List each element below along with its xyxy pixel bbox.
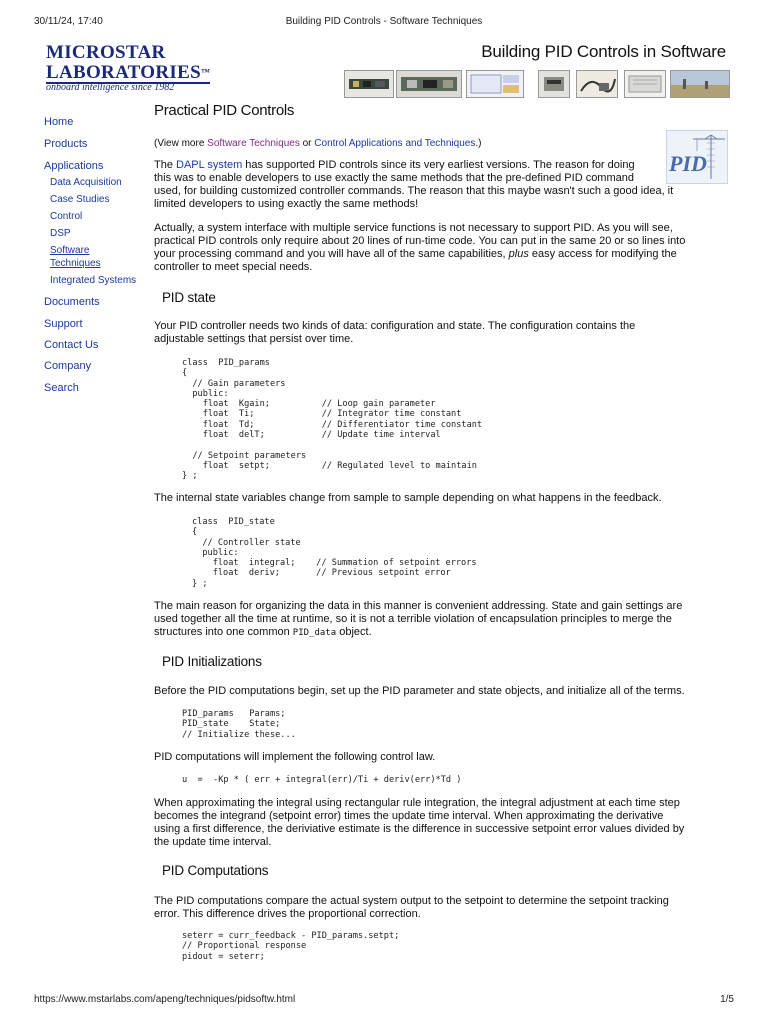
paragraph-control-law: PID computations will implement the following control law. [154, 751, 436, 763]
paragraph-computations: The PID computations compare the actual system output to the setpoint to determine the setpoint tracking error. This difference drives the proportional correction. [154, 895, 669, 920]
nav-company[interactable]: Company [44, 360, 92, 372]
nav-documents[interactable]: Documents [44, 296, 100, 308]
link-dapl-system[interactable]: DAPL system [176, 159, 243, 171]
print-url: https://www.mstarlabs.com/apeng/techniques/pidsoftw.html [34, 994, 296, 1005]
site-title: Building PID Controls in Software [481, 42, 726, 61]
logo-line-2: LABORATORIES™ [46, 62, 211, 83]
nav-products[interactable]: Products [44, 138, 88, 150]
code-pid-params: class PID_params { // Gain parameters public: float Kgain; // Loop gain parameter float Ti; // Integrator time constant float Td; // Differentiator time constant float delT; // Update time interval // Setpoint parameters float setpt; // Regulated level to maintain } ; [182, 358, 483, 482]
nav-software-techniques-line2[interactable]: Techniques [50, 258, 101, 269]
paragraph-pid-state: Your PID controller needs two kinds of data: configuration and state. The configuration contains the adjustable settings that persist over time. [154, 320, 636, 345]
code-pid-state: class PID_state { // Controller state public: float integral; // Summation of setpoint errors float deriv; // Previous setpoint error } ; [192, 517, 477, 589]
nav-data-acquisition[interactable]: Data Acquisition [50, 177, 122, 188]
nav-applications[interactable]: Applications [44, 160, 104, 172]
view-more-line: (View more Software Techniques or Control Applications and Techniques.) [154, 138, 482, 149]
heading-pid-initializations: PID Initializations [162, 654, 262, 669]
nav-dsp[interactable]: DSP [50, 228, 71, 239]
nav-control[interactable]: Control [50, 211, 83, 222]
paragraph-organizing-data: The main reason for organizing the data in this manner is convenient addressing. State and gain settings are used together all the time at runtime, so it is not a terrible violation of encapsulation principles to merge the structures into one common PID_data object. [154, 600, 683, 638]
inline-code-pid-data: PID_data [292, 628, 337, 638]
logo-line-1: MICROSTAR [46, 42, 166, 63]
page-heading: Practical PID Controls [154, 102, 295, 119]
logo-tagline: onboard intelligence since 1982 [46, 82, 175, 93]
paragraph-initializations: Before the PID computations begin, set up the PID parameter and state objects, and initialize all of the terms. [154, 685, 685, 697]
product-thumbnail-cable[interactable] [576, 70, 618, 98]
heading-pid-state: PID state [162, 290, 216, 305]
print-page-title: Building PID Controls - Software Techniques [285, 16, 483, 27]
product-thumbnail-device[interactable] [538, 70, 570, 98]
print-footer [0, 994, 768, 1008]
print-header [0, 16, 768, 30]
link-software-techniques[interactable]: Software Techniques [207, 138, 300, 149]
code-control-law: u = -Kp * ( err + integral(err)/Ti + deriv(err)*Td ) [182, 775, 462, 785]
nav-home[interactable]: Home [44, 116, 74, 128]
heading-pid-computations: PID Computations [162, 863, 269, 878]
code-init: PID_params Params; PID_state State; // Initialize these... [182, 709, 296, 740]
paragraph-approximation: When approximating the integral using rectangular rule integration, the integral adjustment at each time step becomes the integrand (setpoint error) times the update time interval. When approximating the derivative using a first difference, the deriviative estimate is the difference in successive setpoint error values divided by the update time interval. [154, 797, 685, 848]
print-date: 30/11/24, 17:40 [34, 16, 103, 27]
trademark-mark: ™ [200, 67, 211, 77]
paragraph-system-interface: Actually, a system interface with multiple service functions is not necessary to support PID. As you will see, practical PID controls only require about 20 lines of run-time code. You can put in the same 20 or so lines into your processing command and you will have all of the same capabilities, plus easy access for modifying the controller to meet special needs. [154, 222, 686, 273]
paragraph-intro: The DAPL system has supported PID controls since its very earliest versions. The reason for doing this was to enable developers to use exactly the same methods that the pre-defined PID command used, for building customized controller commands. The reason that this maybe wasn't such a good idea, it limited developers to using exactly the same methods! [154, 159, 674, 210]
product-thumbnail-field[interactable] [670, 70, 730, 98]
product-thumbnail-board[interactable] [344, 70, 394, 98]
microstar-logo[interactable] [44, 42, 211, 94]
product-thumbnail-card[interactable] [396, 70, 462, 98]
nav-support[interactable]: Support [44, 318, 83, 330]
print-page-number: 1/5 [720, 994, 734, 1005]
nav-search[interactable]: Search [44, 382, 79, 394]
pid-illustration-text: PID [669, 151, 707, 176]
product-thumbnail-screen[interactable] [466, 70, 524, 98]
nav-software-techniques[interactable]: Software [50, 245, 90, 256]
link-control-applications[interactable]: Control Applications and Techniques [314, 138, 476, 149]
paragraph-internal-state: The internal state variables change from sample to sample depending on what happens in the feedback. [154, 492, 662, 504]
product-thumbnail-chassis[interactable] [624, 70, 666, 98]
nav-contact-us[interactable]: Contact Us [44, 339, 99, 351]
nav-case-studies[interactable]: Case Studies [50, 194, 110, 205]
nav-integrated-systems[interactable]: Integrated Systems [50, 275, 137, 286]
code-computations: seterr = curr_feedback - PID_params.setpt; // Proportional response pidout = seterr; [182, 931, 400, 962]
